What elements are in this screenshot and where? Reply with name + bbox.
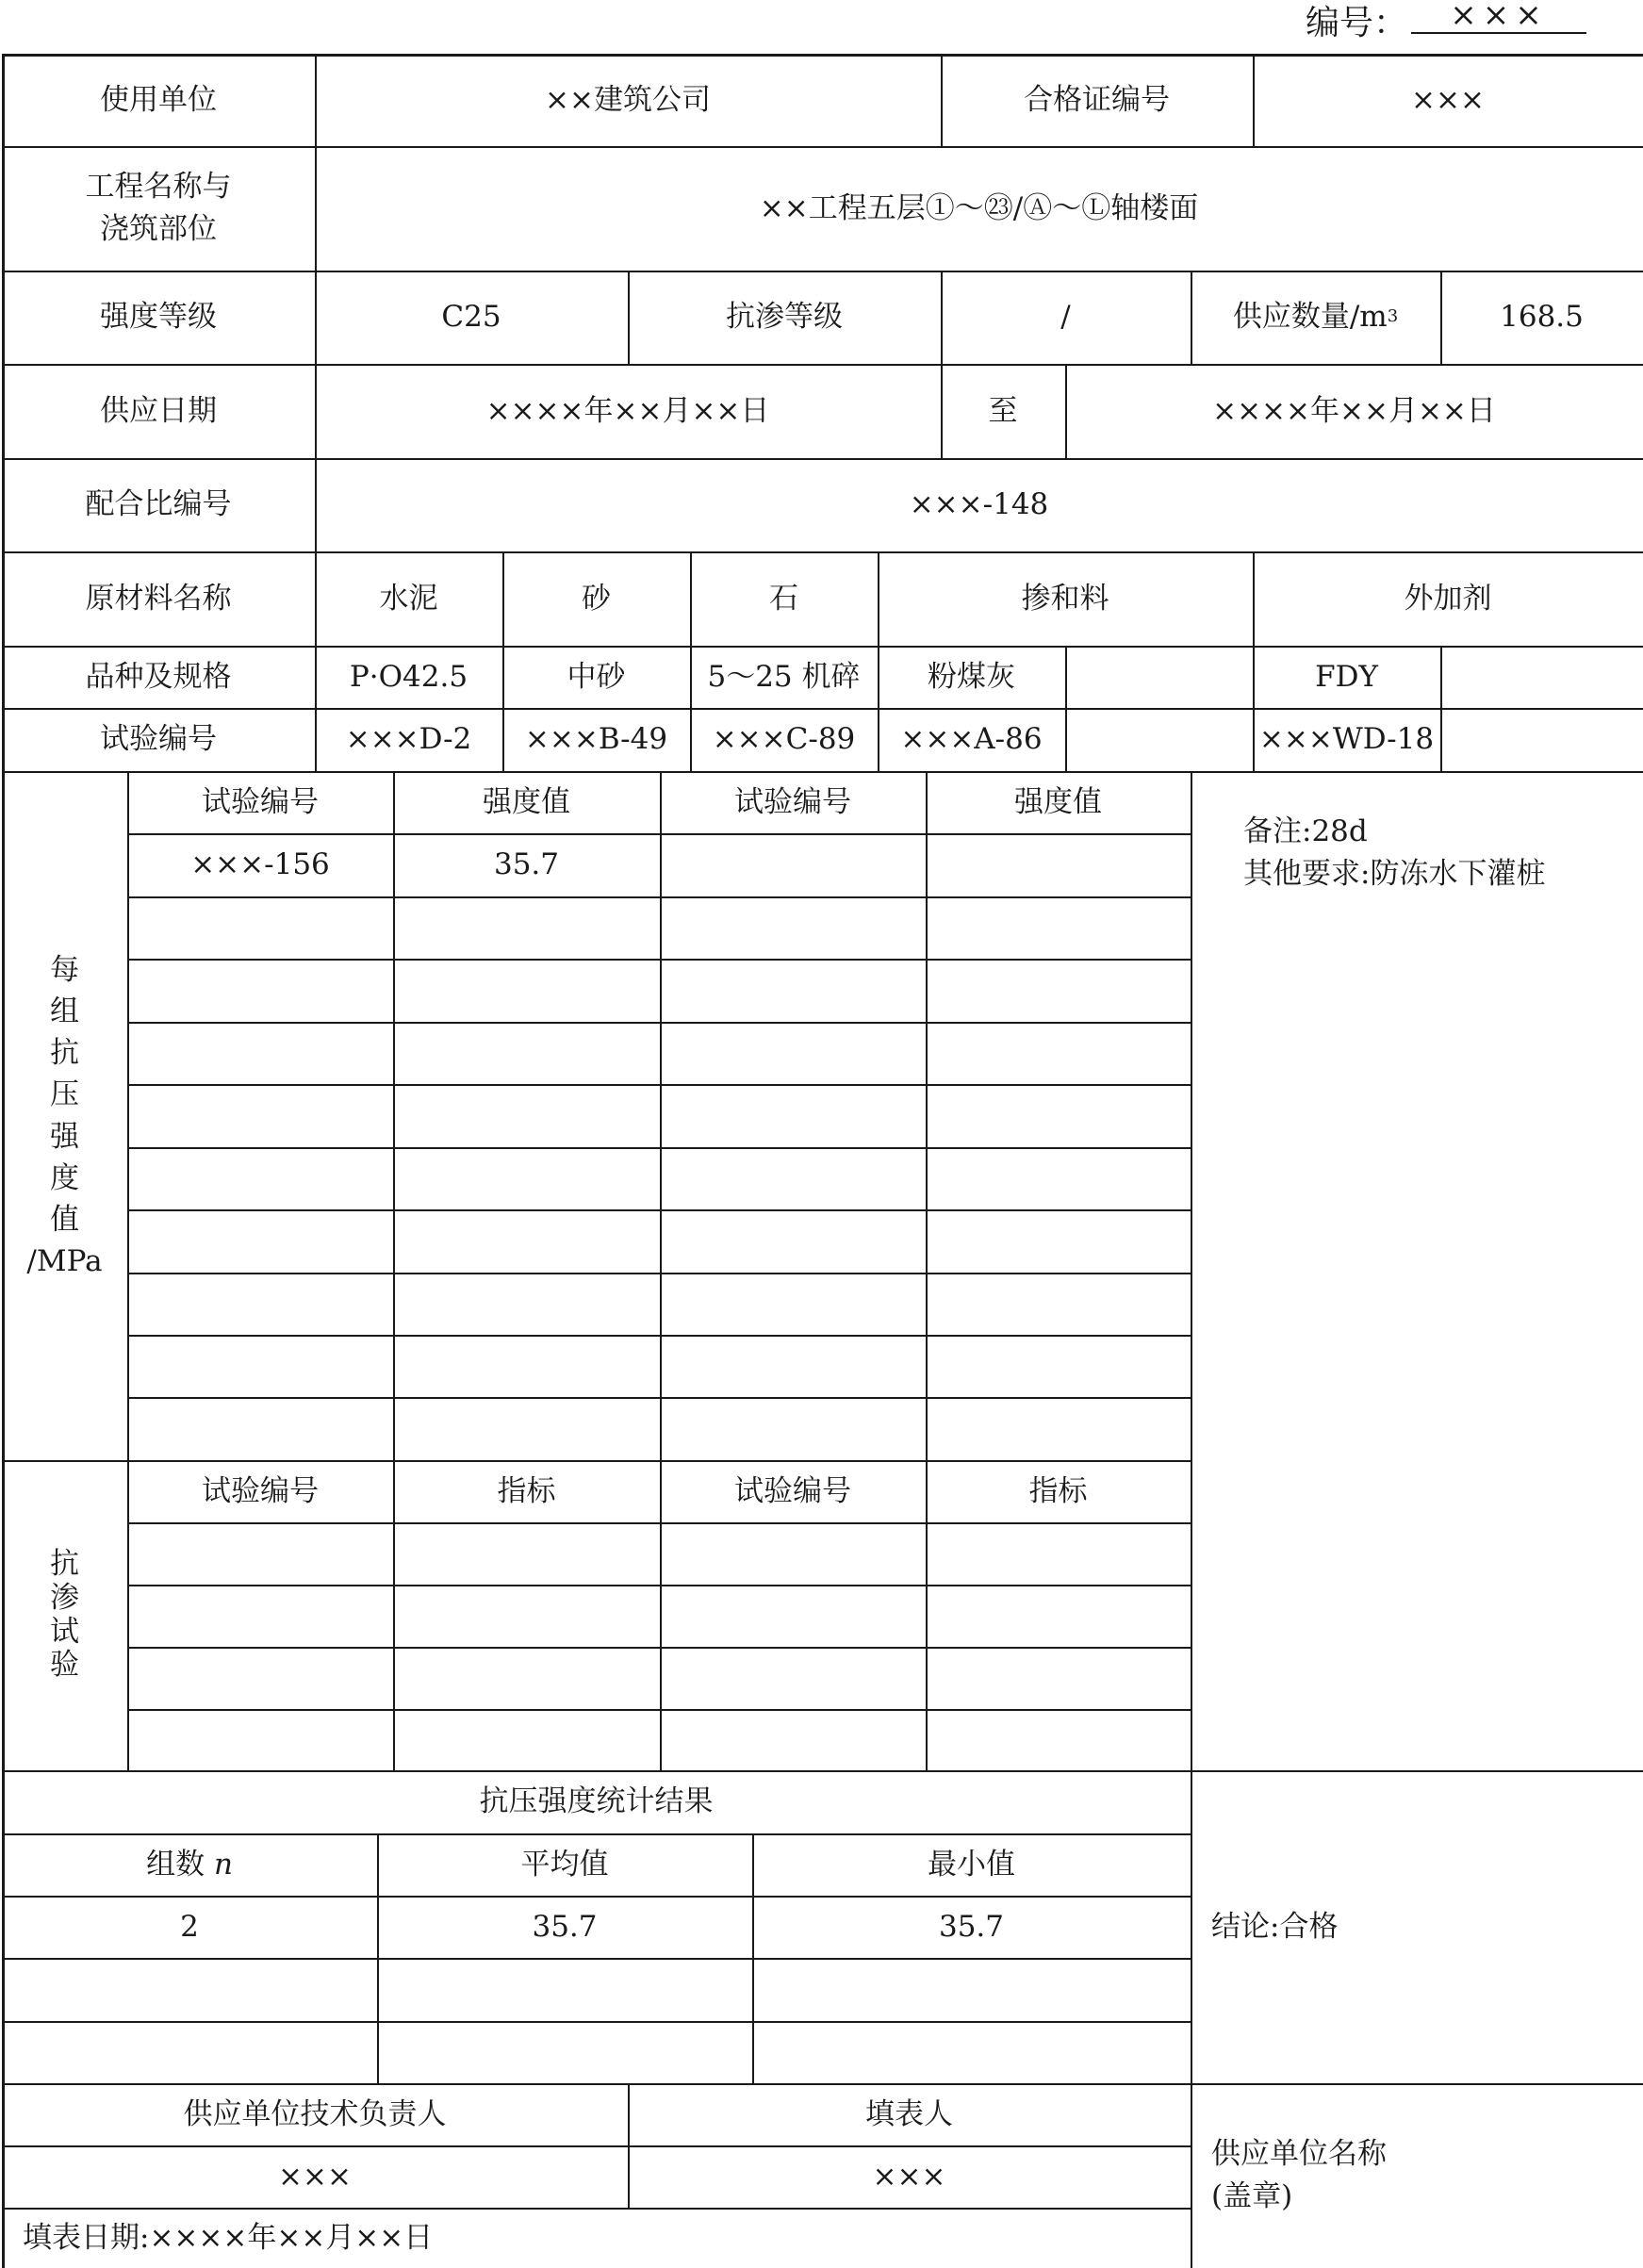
stats-groups-value: 2 — [180, 1909, 199, 1944]
imp-label-char: 验 — [50, 1648, 79, 1683]
strength-header-test-no-2: 试验编号 — [734, 784, 851, 819]
imp-label-char: 试 — [50, 1614, 79, 1649]
cert-no-label: 合格证编号 — [1024, 82, 1170, 117]
conclusion: 结论:合格 — [1211, 1909, 1339, 1944]
mix-no-value: ×××-148 — [909, 487, 1049, 522]
user-unit-value: ××建筑公司 — [545, 82, 711, 117]
imp-label-char: 抗 — [50, 1547, 79, 1582]
project-label — [2, 146, 315, 271]
test-no-stone: ×××C-89 — [712, 722, 856, 757]
grid-line-horizontal — [127, 1084, 1191, 1086]
spec-stone: 5～25 机碎 — [707, 659, 861, 694]
strength-label-char: 抗 — [50, 1036, 79, 1071]
strength-label-char: 组 — [50, 994, 79, 1029]
spec-sand: 中砂 — [567, 659, 626, 694]
quantity-value: 168.5 — [1500, 300, 1584, 335]
code-label: 编号： — [1306, 4, 1408, 42]
filler-label: 填表人 — [865, 2096, 953, 2131]
grade-label: 强度等级 — [100, 300, 217, 335]
grade-value: C25 — [441, 300, 501, 335]
material-name-label: 原材料名称 — [85, 581, 232, 616]
material-stone: 石 — [769, 581, 798, 616]
supply-date-to-label: 至 — [988, 393, 1018, 428]
remark-line1: 备注:28d — [1243, 814, 1368, 848]
strength-header-test-no: 试验编号 — [202, 784, 319, 819]
impermeability-label: 抗渗等级 — [726, 300, 843, 335]
imp-header-test-no-2: 试验编号 — [734, 1473, 851, 1508]
supplier-name — [1191, 2083, 1643, 2268]
test-no-cement: ×××D-2 — [345, 722, 472, 757]
impermeability-side-label — [2, 1460, 127, 1770]
test-no-label: 试验编号 — [100, 722, 217, 757]
impermeability-value: / — [1060, 300, 1071, 335]
material-sand: 砂 — [582, 581, 611, 616]
grid-line-horizontal — [127, 1209, 1191, 1211]
grid-line-horizontal — [127, 1585, 1191, 1586]
grid-line-vertical — [393, 771, 395, 1770]
test-no-additive: ×××WD-18 — [1258, 722, 1435, 757]
quantity-label-text: 供应数量/m — [1232, 300, 1388, 335]
project-label-line1: 工程名称与 — [85, 170, 232, 205]
supplier-name-line1: 供应单位名称 — [1211, 2137, 1387, 2172]
supply-date-to: ××××年××月××日 — [1212, 393, 1496, 428]
supply-date-label: 供应日期 — [100, 393, 217, 428]
stats-col-min: 最小值 — [928, 1847, 1015, 1882]
project-label-line2: 浇筑部位 — [100, 212, 217, 246]
imp-header-index: 指标 — [497, 1473, 556, 1508]
grid-line-vertical — [1440, 646, 1442, 771]
cert-no-value: ××× — [1411, 82, 1485, 117]
grid-line-vertical — [926, 771, 928, 1770]
grid-line-vertical — [127, 771, 129, 1770]
grid-line-horizontal — [2, 1958, 1191, 1960]
code-value: ××× — [1411, 0, 1586, 34]
grid-line-horizontal — [127, 1709, 1191, 1711]
strength-label-char: 值 — [50, 1202, 79, 1237]
user-unit-label: 使用单位 — [100, 82, 217, 117]
stats-col-groups — [2, 1833, 377, 1896]
strength-label-char: 压 — [50, 1077, 79, 1112]
strength-side-label — [2, 771, 127, 1460]
project-value: ××工程五层①～㉓/Ⓐ～Ⓛ轴楼面 — [759, 190, 1199, 225]
grid-line-horizontal — [127, 1273, 1191, 1274]
remark-line2: 其他要求:防冻水下灌桩 — [1243, 856, 1546, 891]
mix-no-label: 配合比编号 — [85, 487, 232, 522]
document-code — [0, 0, 1643, 47]
material-additive: 外加剂 — [1404, 581, 1492, 616]
imp-header-test-no: 试验编号 — [202, 1473, 319, 1508]
grid-line-horizontal — [127, 1022, 1191, 1024]
stats-col-avg: 平均值 — [520, 1847, 609, 1882]
fill-date: 填表日期:××××年××月××日 — [23, 2220, 434, 2255]
supplier-name-line2: (盖章) — [1211, 2179, 1293, 2213]
grid-line-horizontal — [127, 1335, 1191, 1337]
strength-label-char: 强 — [50, 1119, 79, 1154]
supply-date-from: ××××年××月××日 — [485, 393, 770, 428]
spec-additive: FDY — [1315, 659, 1378, 694]
tech-head-value: ××× — [278, 2159, 352, 2194]
strength-row-value: 35.7 — [493, 847, 560, 882]
material-admixture: 掺和料 — [1021, 581, 1109, 616]
test-no-sand: ×××B-49 — [524, 722, 668, 757]
tech-head-label: 供应单位技术负责人 — [183, 2096, 447, 2131]
strength-label-char: 度 — [50, 1160, 79, 1195]
remarks — [1191, 771, 1643, 1770]
strength-row-test-no: ×××-156 — [190, 847, 330, 882]
grid-line-horizontal — [127, 1147, 1191, 1149]
test-no-admixture: ×××A-86 — [900, 722, 1043, 757]
spec-label: 品种及规格 — [85, 659, 232, 694]
strength-label-unit: /MPa — [26, 1243, 103, 1278]
strength-header-value: 强度值 — [483, 784, 570, 819]
stats-col-groups-prefix: 组数 — [146, 1847, 205, 1882]
strength-label-char: 每 — [50, 953, 79, 988]
spec-cement: P·O42.5 — [349, 659, 468, 694]
quantity-label-sup: 3 — [1387, 306, 1399, 327]
spec-admixture: 粉煤灰 — [928, 659, 1015, 694]
stats-avg-value: 35.7 — [532, 1909, 598, 1944]
grid-line-horizontal — [127, 896, 1191, 898]
imp-label-char: 渗 — [50, 1580, 79, 1615]
grid-line-horizontal — [127, 1397, 1191, 1399]
filler-value: ××× — [872, 2159, 946, 2194]
strength-header-value-2: 强度值 — [1014, 784, 1102, 819]
grid-line-horizontal — [2, 2021, 1191, 2023]
imp-header-index-2: 指标 — [1028, 1473, 1088, 1508]
stats-col-groups-n: n — [213, 1847, 233, 1882]
grid-line-horizontal — [127, 959, 1191, 961]
stats-title: 抗压强度统计结果 — [479, 1784, 714, 1819]
quantity-label — [1191, 271, 1440, 364]
material-cement: 水泥 — [379, 581, 438, 616]
grid-line-vertical — [1065, 646, 1067, 771]
stats-min-value: 35.7 — [938, 1909, 1005, 1944]
grid-line-horizontal — [127, 1522, 1191, 1524]
grid-line-vertical — [660, 771, 662, 1770]
grid-line-horizontal — [127, 1647, 1191, 1649]
